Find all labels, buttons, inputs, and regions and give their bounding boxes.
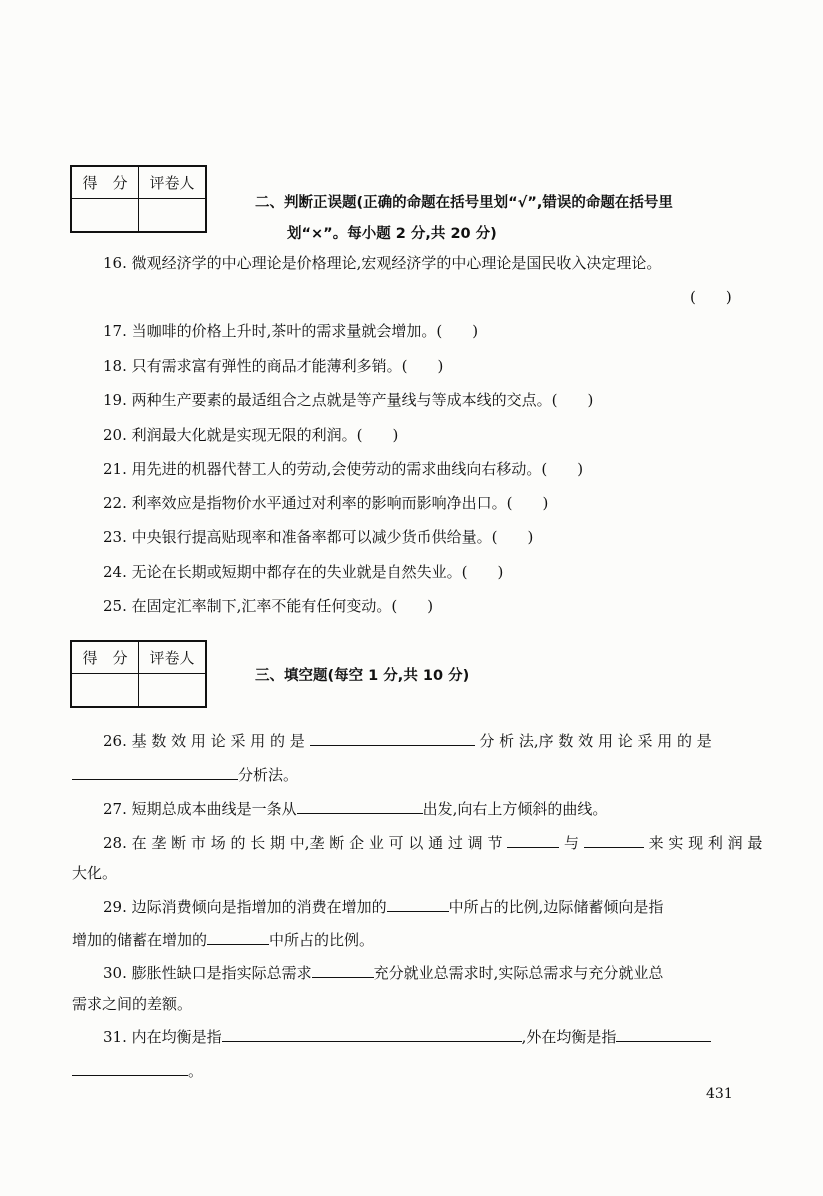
question-19: 19. 两种生产要素的最适组合之点就是等产量线与等成本线的交点。( ) [103, 391, 594, 409]
section3-title: 三、填空题(每空 1 分,共 10 分) [255, 668, 470, 684]
score-label: 得 分 [72, 167, 139, 199]
section2-title-line2: 划“×”。每小题 2 分,共 20 分) [287, 226, 497, 242]
blank-26-1[interactable] [310, 731, 475, 746]
question-30-line2: 需求之间的差额。 [72, 995, 193, 1013]
question-28-line1: 28. 在 垄 断 市 场 的 长 期 中,垄 断 企 业 可 以 通 过 调 节 与 来 实 现 利 润 最 [103, 834, 763, 852]
question-26-line1: 26. 基 数 效 用 论 采 用 的 是 分 析 法,序 数 效 用 论 采 用 的 是 [103, 732, 712, 750]
blank-31-3[interactable] [72, 1061, 188, 1076]
question-21: 21. 用先进的机器代替工人的劳动,会使劳动的需求曲线向右移动。( ) [103, 460, 584, 478]
blank-31-1[interactable] [222, 1027, 522, 1042]
grader-cell[interactable] [139, 199, 206, 232]
question-27: 27. 短期总成本曲线是一条从 出发,向右上方倾斜的曲线。 [103, 800, 608, 818]
blank-26-2[interactable] [72, 765, 238, 780]
page-number: 431 [706, 1086, 733, 1102]
question-26-line2: 分析法。 [72, 764, 298, 785]
question-25: 25. 在固定汇率制下,汇率不能有任何变动。( ) [103, 597, 434, 615]
score-cell[interactable] [72, 674, 139, 707]
question-23: 23. 中央银行提高贴现率和准备率都可以减少货币供给量。( ) [103, 528, 534, 546]
grader-label: 评卷人 [139, 167, 206, 199]
question-18: 18. 只有需求富有弹性的商品才能薄利多销。( ) [103, 357, 444, 375]
question-30-line1: 30. 膨胀性缺口是指实际总需求 充分就业总需求时,实际总需求与充分就业总 [103, 964, 664, 982]
grader-cell[interactable] [139, 674, 206, 707]
question-16-paren[interactable]: ( ) [690, 288, 732, 306]
blank-29-1[interactable] [387, 897, 449, 912]
blank-28-1[interactable] [507, 833, 559, 848]
question-31-line1: 31. 内在均衡是指 ,外在均衡是指 [103, 1026, 711, 1047]
question-29-line1: 29. 边际消费倾向是指增加的消费在增加的 中所占的比例,边际储蓄倾向是指 [103, 898, 664, 916]
question-16: 16. 微观经济学的中心理论是价格理论,宏观经济学的中心理论是国民收入决定理论。 [103, 254, 662, 272]
blank-31-2[interactable] [616, 1027, 711, 1042]
question-22: 22. 利率效应是指物价水平通过对利率的影响而影响净出口。( ) [103, 494, 549, 512]
grader-label: 评卷人 [139, 642, 206, 674]
score-label: 得 分 [72, 642, 139, 674]
blank-29-2[interactable] [207, 930, 269, 945]
blank-30[interactable] [312, 963, 374, 978]
question-24: 24. 无论在长期或短期中都存在的失业就是自然失业。( ) [103, 563, 504, 581]
question-17: 17. 当咖啡的价格上升时,茶叶的需求量就会增加。( ) [103, 322, 479, 340]
question-29-line2: 增加的储蓄在增加的 中所占的比例。 [72, 931, 375, 949]
score-box-section3 [70, 640, 207, 708]
blank-28-2[interactable] [584, 833, 644, 848]
question-31-line2: 。 [72, 1060, 203, 1081]
question-20: 20. 利润最大化就是实现无限的利润。( ) [103, 426, 399, 444]
question-28-line2: 大化。 [72, 864, 118, 882]
blank-27[interactable] [297, 799, 423, 814]
score-cell[interactable] [72, 199, 139, 232]
section2-title-line1: 二、判断正误题(正确的命题在括号里划“√”,错误的命题在括号里 [255, 195, 673, 211]
score-box-section2 [70, 165, 207, 233]
